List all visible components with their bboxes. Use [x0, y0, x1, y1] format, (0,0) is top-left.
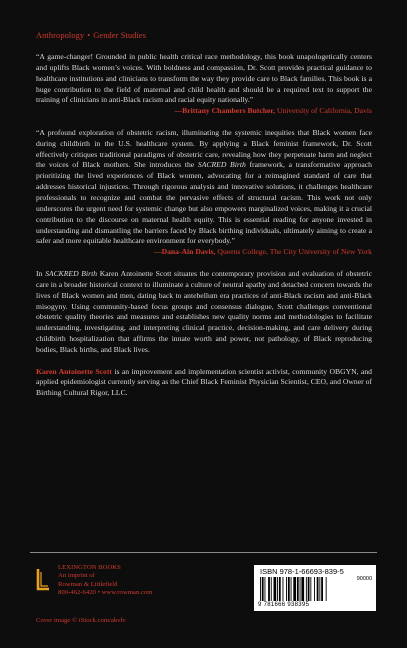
barcode-bar — [321, 577, 323, 601]
publisher-name: LEXINGTON BOOKS — [58, 564, 121, 571]
barcode-bar — [314, 577, 315, 601]
endorsement-attribution — [36, 247, 372, 258]
barcode-bar — [288, 577, 290, 601]
barcode-bar — [297, 577, 299, 601]
back-cover-text — [36, 52, 372, 410]
publisher-imprint-label: An imprint of — [58, 572, 95, 580]
barcode-bar — [262, 577, 264, 601]
barcode-digits: 9 781666 938395 — [258, 602, 310, 608]
book-title: SACKRED Birth — [45, 268, 98, 278]
endorser-name: Brittany Chambers Butcher — [182, 106, 274, 116]
category-separator: • — [87, 31, 91, 40]
publisher-parent: Rowman & Littlefield — [58, 580, 118, 588]
author-bio-text: is an improvement and implementation scientist activist, community OBGYN, and applied epidemiologist currently serving as the Chief Black Feminist Physician Scientist, CEO, and Owner of Birthing Cultural Rigor, LLC. — [36, 366, 373, 398]
category-gender-studies: Gender Studies — [93, 31, 147, 40]
barcode-bar — [308, 577, 310, 601]
barcode-bar — [274, 577, 277, 601]
book-description — [36, 269, 372, 356]
barcode-bar — [319, 577, 320, 601]
barcode-bar — [326, 577, 327, 601]
barcode-bar — [268, 577, 270, 601]
framework-title: SACRED Birth — [197, 160, 246, 170]
barcode-bar — [301, 577, 304, 601]
description-prefix: In — [36, 268, 46, 278]
author-name: Karen Antoinette Scott — [36, 366, 112, 376]
attribution-comma: , — [213, 247, 216, 257]
barcode-bar — [283, 577, 284, 601]
barcode-icon — [260, 577, 344, 601]
category-line — [36, 31, 146, 40]
author-bio — [36, 367, 372, 400]
barcode-area — [254, 565, 376, 611]
endorsement-text: “A game-changer! Grounded in public health critical race methodology, this book unapologetically centers and uplifts Black women’s voices. With boldness and compassion, Dr. Scott provides practical guidance to healthcare institutions and clinicians to transform the way they provide care to Black families. This book is a huge contribution to the field of maternal and child health and should be a required text to support the training of clinicians in anti-Black racism and racial equity nationally.” — [36, 52, 372, 105]
attribution-comma: , — [273, 106, 276, 116]
barcode-bar — [286, 577, 287, 601]
barcode-bar — [300, 577, 301, 601]
price-code: 90000 — [356, 576, 372, 582]
category-anthropology: Anthropology — [36, 31, 85, 40]
isbn-number: ISBN 978-1-66693-839-5 — [260, 567, 344, 576]
endorsement-butcher — [36, 52, 372, 117]
barcode-bar — [265, 577, 266, 601]
barcode-bar — [277, 577, 278, 601]
footer-divider — [30, 552, 377, 553]
lexington-logo-icon — [36, 568, 50, 592]
endorser-affiliation: University of California, Davis — [275, 106, 372, 116]
barcode-bar — [279, 577, 281, 601]
endorser-affiliation: Queens College, The City University of New York — [215, 247, 372, 257]
publisher-text — [58, 564, 152, 598]
endorsement-text-part1: “A profound exploration of obstetric racism, illuminating the systemic inequities that Black women face during childbirth in the U.S. healthcare system. By applying a Black feminist framework, Dr. Scott effectively critiques traditional paradigms of obstetric care, revealing how they perpetuate harm and neglect the voices of Black mothers. She introduces the — [36, 127, 372, 170]
barcode-bar — [271, 577, 272, 601]
endorsement-attribution — [36, 106, 372, 117]
barcode-bar — [310, 577, 311, 601]
endorsement-davis — [36, 128, 372, 258]
endorsement-text — [36, 128, 372, 247]
attribution-dash: — — [153, 247, 162, 257]
cover-image-credit: Cover image © iStock.com/akvlv — [36, 617, 126, 624]
description-text: Karen Antoinette Scott situates the contemporary provision and evaluation of obstetric care in a broader historical context to illuminate a culture of neutral apathy and detached concern towards the lives of Black women and men, dating back to antebellum era practices of anti-Black racism and anti-Black misogyny. Using community-based focus groups and consensus dialogue, Scott challenges conventional obstetric quality theories and measures and establishes new quality norms and methodologies to facilitate understanding, investigating, and interpreting clinical practice, decision-making, and care delivery during childbirth hospitalization that affirms the innate worth and power, not pathology, of Black reproducing bodies, Black births, and Black lives. — [36, 268, 373, 354]
barcode-bar — [291, 577, 292, 601]
barcode-bar — [293, 577, 296, 601]
attribution-dash: — — [174, 106, 183, 116]
barcode-bar — [260, 577, 261, 601]
barcode-bar — [306, 577, 307, 601]
barcode-bar — [317, 577, 319, 601]
publisher-contact: 800-462-6420 • www.rowman.com — [58, 589, 153, 597]
endorser-name: Dana-Ain Davis — [161, 247, 214, 257]
endorsement-text-part2: framework, a transformative approach prioritizing the lived experiences of Black women, advocating for a reimagined standard of care that addresses historical injustices. Through rigorous analysis and innovative solutions, it challenges healthcare professionals to recognize and combat the pervasive effects of structural racism. This work not only underscores the urgent need for systemic change but also empowers marginalized voices, making it a crucial contribution to the discourse on maternal health equity. This is essential reading for anyone invested in understanding and dismantling the barriers faced by Black birthing individuals, ultimately aiming to create a safer and more equitable healthcare environment for everybody.” — [36, 160, 372, 246]
